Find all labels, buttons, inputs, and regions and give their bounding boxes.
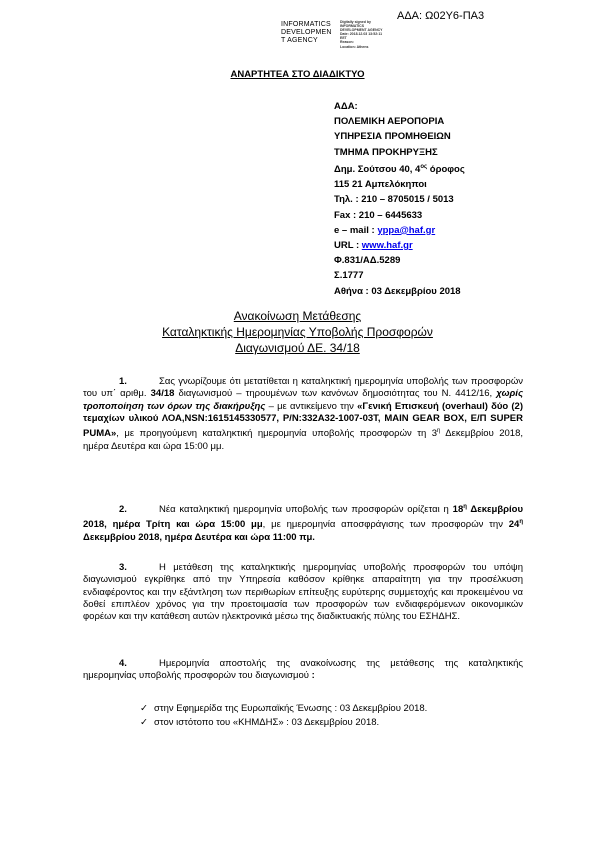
email-line [334, 223, 465, 238]
email-link[interactable]: yppa@haf.gr [377, 224, 436, 236]
floor-text: όροφος [427, 163, 465, 175]
announcement-title-line: Διαγωνισμού ΔΕ. 34/18 [235, 341, 360, 355]
paragraph-text: Η μετάθεση της καταληκτικής ημερομηνίας υποβολής προσφορών του υπόψη διαγωνισμού εγκρίθηκε από την Υπηρεσία καθόσον κρίθηκε απαραίτητη για την προσέλκυση ενδιαφέροντος και την εξάντληση των περιθωρίων επίτευξης ευρύτερης συμμετοχής και προκειμένου να δοθεί επιπλέον χρόνος για την προετοιμασία των προσφορών των ενδιαφερόμενων οικονομικών φορέων και την κατάθεση αυτών ηλεκτρονικά μέσω της διαδικτυακής πύλης του ΕΣΗΔΗΣ. [83, 562, 523, 623]
paragraph-text: Νέα καταληκτική ημερομηνία υποβολής των προσφορών ορίζεται η [159, 504, 453, 516]
digital-signature-signer [281, 21, 332, 45]
list-item [140, 702, 427, 716]
signature-detail-line: INFORMATICS [340, 24, 365, 29]
fax: Fax : 210 – 6445633 [334, 209, 423, 221]
telephone: Τηλ. : 210 – 8705015 / 5013 [334, 194, 454, 206]
checkmark-icon: ✓ [140, 703, 148, 714]
paragraph-text: , με ημερομηνία αποσφράγισης των προσφορών την [262, 519, 509, 531]
file-reference: Φ.831/ΑΔ.5289 [334, 255, 401, 267]
paragraph-text: Σας γνωρίζουμε ότι μετατίθεται η καταληκτική ημερομηνία υποβολής των προσφορών του υπ΄ αριθμ. [83, 376, 523, 400]
postal-code: 115 21 Αμπελόκηποι [334, 179, 427, 191]
paragraph-number: 1. [119, 376, 127, 387]
paragraph-4 [83, 658, 523, 683]
signature-detail-line: EET [340, 36, 347, 41]
paragraph-text: Δεκεμβρίου 2018, ημέρα Δευτέρα και ώρα 15:00 μμ. [83, 428, 524, 452]
paragraph-text: – με αντικείμενο την [265, 400, 358, 412]
paragraph-number: 3. [119, 562, 127, 573]
new-deadline-day: 18 [452, 504, 464, 516]
paragraph-text: διαγωνισμού – τηρουμένων των κανόνων δημοσιότητας του Ν. 4412/16, [174, 388, 497, 400]
floor-superscript: ος [420, 163, 428, 170]
publication-target: στην Εφημερίδα της Ευρωπαϊκής Ένωσης : [154, 703, 338, 714]
ordinal-superscript: η [519, 519, 523, 526]
sender-address-block [334, 99, 465, 299]
tender-subject: «Γενική Επισκευή (overhaul) δύο (2) τεμαχίων υλικού ΛΟΑ,NSN:1615145330577, P/N:332A32-1007-03T, MAIN GEAR BOX, Ε/Π SUPER PUMA» [83, 400, 523, 440]
paragraph-number: 2. [119, 504, 127, 516]
signature-detail-line: Reason: [340, 40, 354, 45]
ada-code-header: ΑΔΑ: Ω02Υ6-ΠΑ3 [397, 10, 485, 22]
announcement-title-line: Καταληκτικής Ημερομηνίας Υποβολής Προσφορών [162, 325, 433, 339]
url-line [334, 238, 465, 253]
digital-signature-details [340, 20, 382, 49]
signature-detail-line: Date: 2018.12.03 13:52:11 [340, 32, 383, 37]
email-label: e – mail : [334, 224, 378, 236]
paragraph-number: 4. [119, 658, 127, 669]
org-name: ΠΟΛΕΜΙΚΗ ΑΕΡΟΠΟΡΙΑ [334, 116, 445, 128]
new-deadline: Δεκεμβρίου 2018, ημέρα Τρίτη και ώρα 15:00 μμ [83, 504, 524, 531]
opening-date: Δεκεμβρίου 2018, ημέρα Δευτέρα και ώρα 11:00 πμ. [83, 531, 315, 543]
no-amendment-note: χωρίς τροποποίηση των όρων της διακήρυξης [83, 388, 523, 412]
document-date: Αθήνα : 03 Δεκεμβρίου 2018 [334, 285, 461, 297]
tender-number: 34/18 [150, 388, 175, 400]
signer-line: DEVELOPMEN [281, 29, 332, 36]
sigma-reference: Σ.1777 [334, 270, 364, 282]
publication-dates-list [140, 702, 427, 730]
list-item [140, 716, 427, 730]
post-online-heading: ΑΝΑΡΤΗΤΕΑ ΣΤΟ ΔΙΑΔΙΚΤΥΟ [230, 69, 365, 80]
signature-detail-line: Location: Athens [340, 44, 369, 49]
signature-detail-line: DEVELOPMENT AGENCY [340, 28, 383, 33]
paragraph-colon: : [311, 670, 315, 682]
ordinal-superscript: η [463, 504, 467, 510]
announcement-title [0, 308, 595, 356]
publication-target: στον ιστότοπο του «ΚΗΜΔΗΣ» : [154, 717, 289, 728]
url-label: URL : [334, 239, 362, 251]
paragraph-2 [83, 501, 523, 544]
paragraph-1 [83, 376, 523, 453]
announcement-title-line: Ανακοίνωση Μετάθεσης [233, 309, 362, 323]
org-service: ΥΠΗΡΕΣΙΑ ΠΡΟΜΗΘΕΙΩΝ [334, 131, 451, 143]
publication-date: 03 Δεκεμβρίου 2018. [337, 703, 428, 714]
signature-detail-line: Digitally signed by [340, 20, 371, 24]
paragraph-3 [83, 562, 523, 623]
website-link[interactable]: www.haf.gr [361, 239, 413, 251]
signer-line: INFORMATICS [281, 21, 331, 28]
paragraph-text: Ημερομηνία αποστολής της ανακοίνωσης της μετάθεσης της καταληκτικής ημερομηνίας υποβολής προσφορών του διαγωνισμού [83, 658, 523, 682]
ada-label: ΑΔΑ: [334, 101, 358, 112]
opening-day: 24 [508, 519, 520, 531]
ordinal-superscript: η [437, 428, 441, 435]
checkmark-icon: ✓ [140, 717, 148, 728]
org-department: ΤΜΗΜΑ ΠΡΟΚΗΡΥΞΗΣ [334, 146, 438, 158]
signer-line: T AGENCY [281, 37, 318, 44]
paragraph-text: , με προηγούμενη καταληκτική ημερομηνία υποβολής προσφορών τη 3 [116, 428, 437, 440]
street-address [334, 160, 465, 177]
publication-date: 03 Δεκεμβρίου 2018. [288, 717, 380, 728]
street-text: Δημ. Σούτσου 40, 4 [334, 163, 421, 175]
